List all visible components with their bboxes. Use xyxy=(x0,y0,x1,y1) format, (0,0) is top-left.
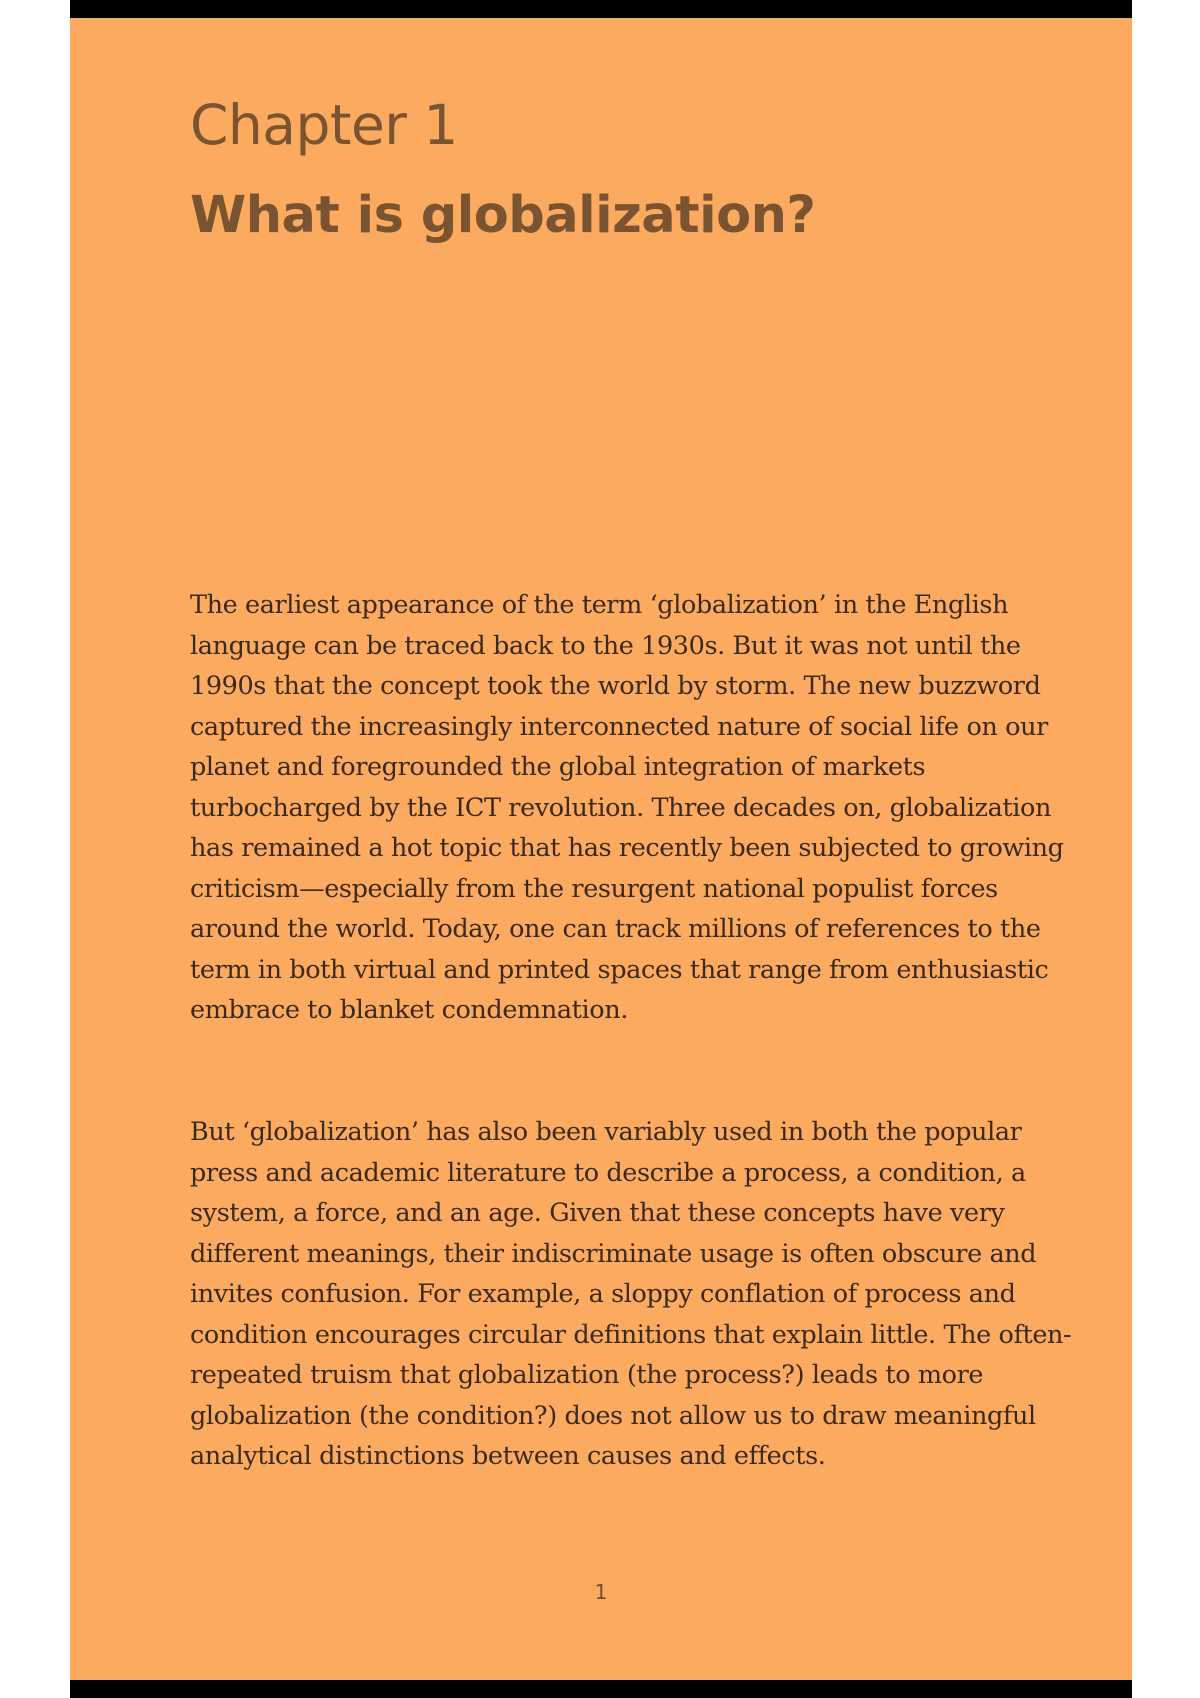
page-bottom-edge xyxy=(70,1680,1132,1698)
chapter-title: What is globalization? xyxy=(190,186,816,245)
book-page xyxy=(70,0,1132,1698)
body-paragraph: The earliest appearance of the term ‘globalization’ in the English language can be traced back to the 1930s. But it was not until the 1990s that the concept took the world by storm. The new buzzword captured the increasingly interconnected nature of social life on our planet and foregrounded the global integration of markets turbocharged by the ICT revolution. Three decades on, globalization has remained a hot topic that has recently been subjected to growing criticism—especially from the resurgent national populist forces around the world. Today, one can track millions of references to the term in both virtual and printed spaces that range from enthusiastic embrace to blanket condemnation. xyxy=(190,590,1064,1025)
body-paragraph: But ‘globalization’ has also been variably used in both the popular press and academic literature to describe a process, a condition, a system, a force, and an age. Given that these concepts have very different meanings, their indiscriminate usage is often obscure and invites confusion. For example, a sloppy conflation of process and condition encourages circular definitions that explain little. The often-repeated truism that globalization (the process?) leads to more globalization (the condition?) does not allow us to draw meaningful analytical distinctions between causes and effects. xyxy=(190,1117,1072,1471)
chapter-label: Chapter 1 xyxy=(190,93,458,157)
page-number: 1 xyxy=(594,1580,608,1604)
page-top-edge xyxy=(70,0,1132,18)
